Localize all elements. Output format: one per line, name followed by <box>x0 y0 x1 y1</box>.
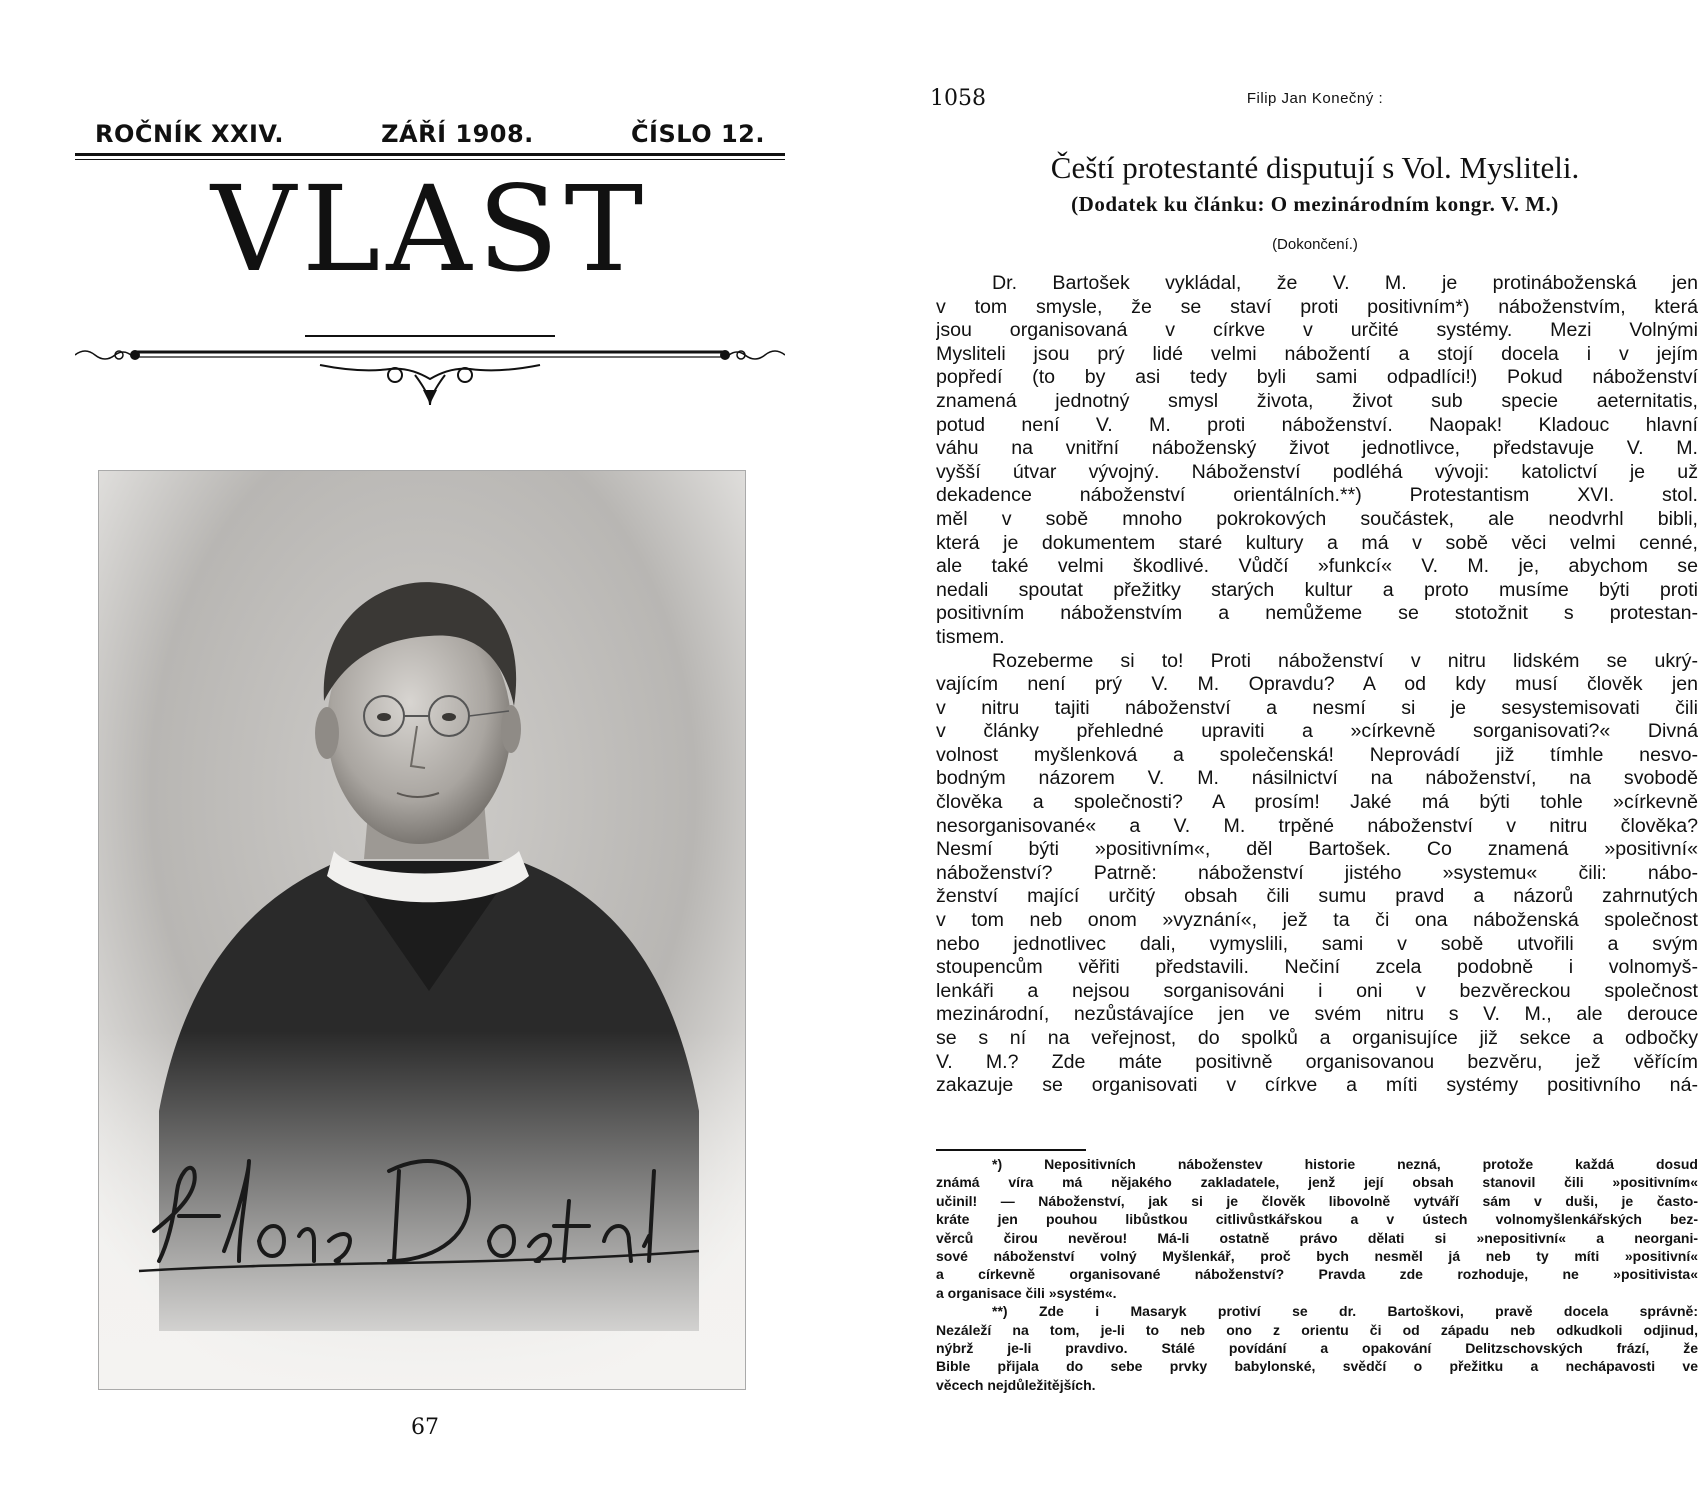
body-line: člověka a společnosti? A prosím! Jaké má býti tohle »církevně <box>936 791 1698 814</box>
date-label: ZÁŘÍ 1908. <box>381 120 534 148</box>
footnote-line: kráte jen pouhou libůstkou citlivůstkářskou a v ústech volnomyšlenkářských bez- <box>936 1211 1698 1228</box>
footnotes <box>936 1155 1698 1394</box>
body-line: popředí (to by asi tedy byli sami odpadlíci!) Pokud náboženství <box>936 366 1698 389</box>
portrait-image <box>99 471 746 1390</box>
left-page <box>0 0 850 1500</box>
footnote-rule <box>936 1149 1086 1151</box>
body-line: volnost myšlenková a společenská! Neprovádí již tímhle nesvo- <box>936 743 1698 766</box>
journal-title: VLAST <box>210 160 650 298</box>
body-line: ale také velmi škodlivé. Vůdčí »funkcí« V. M. je, abychom se <box>936 555 1698 578</box>
body-line: tismem. <box>936 625 1005 648</box>
body-line: bodným názorem V. M. násilnictví na náboženství, na svobodě <box>936 767 1698 790</box>
body-line: zakazuje se organisovati v církve a míti systémy positivního ná- <box>936 1074 1698 1097</box>
body-line: Mysliteli jsou prý lidé velmi nábožentí a stojí docela i v jejím <box>936 342 1698 365</box>
body-line: znamená jednotný smysl života, život sub specie aeternitatis, <box>936 389 1698 412</box>
body-line: nesorganisované« a V. M. trpěné náboženství v nitru člověka? <box>936 814 1698 837</box>
footnote-line: sové náboženství volný Myšlenkář, proč bych nesměl já neb ty míti »positivní« <box>936 1247 1698 1264</box>
article-body <box>936 272 1698 1098</box>
body-line: náboženství? Patrně: náboženství jistého »systemu« čili: nábo- <box>936 861 1698 884</box>
body-line: positivním náboženstvím a nemůžeme se stotožnit s protestan- <box>936 602 1698 625</box>
footnote-line: a církevně organisované náboženství? Pravda zde rozhoduje, ne »positivista« <box>936 1266 1698 1283</box>
body-line: v nitru tajiti náboženství a nesmí si je sesystemisovati čili <box>936 696 1698 719</box>
footnote-line: známá víra má nějakého zakladatele, jenž její obsah stanovil čili »positivním« <box>936 1174 1698 1191</box>
footnote-line: **) Zde i Masaryk protiví se dr. Bartoškovi, pravě docela správně: <box>992 1303 1698 1320</box>
volume-label: ROČNÍK XXIV. <box>95 120 284 148</box>
footnote-line: věcech nejdůležitějších. <box>936 1376 1096 1393</box>
page-number-right: 1058 <box>930 86 986 111</box>
body-line: Dr. Bartošek vykládal, že V. M. je protináboženská jen <box>992 272 1698 294</box>
body-line: ženství mající určitý obsah čili sumu pravd a názorů zahrnutých <box>936 885 1698 908</box>
body-line: mezinárodní, nezůstávajíce jen ve svém nitru s V. M., ale derouce <box>936 1003 1698 1026</box>
article-title: Čeští protestanté disputují s Vol. Mysliteli. <box>1050 150 1580 185</box>
body-line: V. M.? Zde máte positivně organisovanou bezvěru, jež věřícím <box>936 1050 1698 1073</box>
body-line: v tom neb onom »vyznání«, jež ta či ona náboženská společnost <box>936 909 1698 932</box>
footnote-line: Nezáleží na tom, je-li to neb ono z orientu či od západu neb odkudkoli odjinud, <box>936 1321 1698 1338</box>
page-number-left: 67 <box>411 1415 439 1440</box>
body-line: která je dokumentem staré kultury a má v sobě věci velmi cenné, <box>936 531 1698 554</box>
running-head <box>930 86 1700 116</box>
body-line: vyšší útvar vývojný. Náboženství podléhá vývoji: katolictví je už <box>936 460 1698 483</box>
right-page <box>900 0 1706 1500</box>
footnote-line: Bible přijala do sebe prvky babylonské, svědčí o přežitku a nechápavosti ve <box>936 1358 1698 1375</box>
article-continued-label: (Dokončení.) <box>1272 236 1358 253</box>
body-line: potud není V. M. proti náboženství. Naopak! Kladouc hlavní <box>936 413 1698 436</box>
footnote-line: učinil! — Náboženství, jak si je člověk libovolně vytváří sám v duši, je často- <box>936 1192 1698 1209</box>
body-line: Nesmí býti »positivním«, děl Bartošek. Co znamená »positivní« <box>936 838 1698 861</box>
footnote-line: a organisace čili »systém«. <box>936 1284 1117 1301</box>
footnote-line: nýbrž je-li pravdivo. Stálé povídání a opakování Delitzschovských frází, že <box>936 1339 1698 1356</box>
body-line: jsou organisovaná v církve v určité systémy. Mezi Volnými <box>936 319 1698 342</box>
body-line: Rozeberme si to! Proti náboženství v nitru lidském se ukrý- <box>992 649 1698 672</box>
body-line: měl v sobě mnoho pokrokových součástek, ale neodvrhl bibli, <box>936 507 1698 530</box>
body-line: nedali spoutat přežitky starých kultur a proto musíme býti proti <box>936 578 1698 601</box>
body-line: v články přehledné upraviti a »církevně sorganisovati?« Divná <box>936 720 1698 743</box>
body-line: stoupencům věřiti představili. Nečiní zcela podobně i volnomyš- <box>936 956 1698 979</box>
article-subtitle: (Dodatek ku článku: O mezinárodním kongr. V. M.) <box>1071 192 1559 216</box>
footnote-line: věrců čirou nevěrou! Má-li ostatně právo dělati si »nepositivní« a neorgani- <box>936 1229 1698 1246</box>
body-line: váhu na vnitřní náboženský život jednotlivce, představuje V. M. <box>936 437 1698 460</box>
body-line: v tom smysle, že se staví proti positivním*) náboženstvím, která <box>936 295 1698 318</box>
ornament-divider-icon <box>75 330 785 410</box>
body-line: nebo jednotlivec dali, vymyslili, sami v sobě utvořili a svým <box>936 932 1698 955</box>
body-line: lenkáři a nejsou sorganisováni i oni v bezvěreckou společnost <box>936 979 1698 1002</box>
body-line: dekadence náboženství orientálních.**) Protestantism XVI. stol. <box>936 484 1698 507</box>
issue-label: ČÍSLO 12. <box>630 120 765 148</box>
body-line: vajícím není prý V. M. Opravdu? A od kdy musí člověk jen <box>936 673 1698 696</box>
footnote-line: *) Nepositivních náboženstev historie nezná, protože každá dosud <box>992 1156 1698 1172</box>
portrait-photo <box>98 470 746 1390</box>
masthead-rule <box>75 153 785 156</box>
masthead-line <box>95 120 765 152</box>
running-title: Filip Jan Konečný : <box>1246 90 1384 107</box>
body-line: se s ní na veřejnost, do spolků a organisujíce již sekce a odbočky <box>936 1027 1698 1049</box>
